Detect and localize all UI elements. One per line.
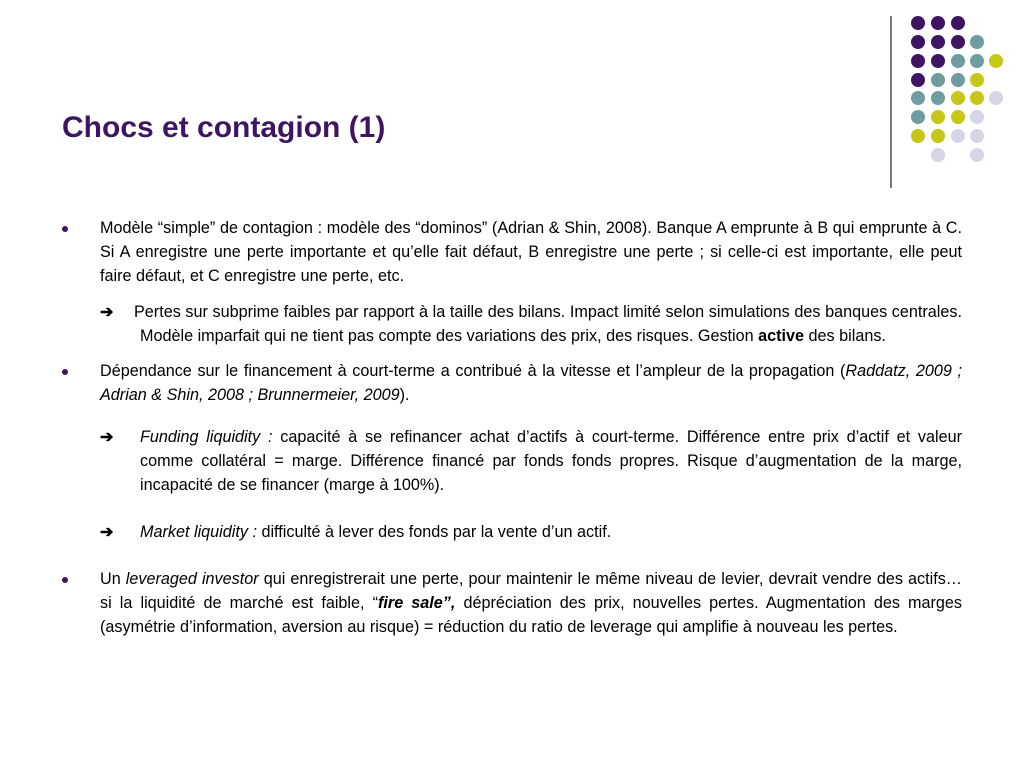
dot-yellow [970, 91, 984, 105]
arrow-item [100, 300, 962, 348]
arrow-item [100, 520, 962, 544]
term-text: Market liquidity : [140, 523, 257, 541]
dot-lavender [970, 148, 984, 162]
bullet-text: Un [100, 570, 126, 588]
dot-teal [970, 54, 984, 68]
bullet-dot [62, 577, 68, 583]
dot-yellow [951, 110, 965, 124]
slide-title: Chocs et contagion (1) [62, 111, 386, 144]
dot-yellow [970, 73, 984, 87]
bullet-text-end: dépréciation des prix, nouvelles pertes. Augmentation des marges (asymétrie d’information, aversion au risque) = réduction du ratio de leverage qui amplifie à nouveau les pertes. [100, 594, 962, 636]
dot-teal [951, 54, 965, 68]
arrow-right-icon: ➔ [100, 303, 114, 321]
dot-yellow [931, 129, 945, 143]
dot-lavender [970, 110, 984, 124]
dot-purple [911, 54, 925, 68]
term-text: Funding liquidity : [140, 428, 273, 446]
dot-lavender [970, 129, 984, 143]
bullet-item [62, 216, 962, 288]
decorative-dot-grid [0, 0, 1024, 200]
arrow-text-end: des bilans. [804, 327, 886, 345]
dot-purple [911, 16, 925, 30]
dot-purple [931, 54, 945, 68]
bullet-item [62, 567, 962, 639]
dot-purple [951, 16, 965, 30]
vertical-divider [890, 16, 892, 188]
arrow-text: difficulté à lever des fonds par la vente d’un actif. [256, 523, 612, 541]
dot-yellow [911, 129, 925, 143]
arrow-right-icon: ➔ [100, 428, 114, 446]
dot-yellow [951, 91, 965, 105]
bold-italic-text: fire sale”, [378, 594, 456, 612]
dot-lavender [989, 91, 1003, 105]
dot-purple [911, 73, 925, 87]
dot-lavender [951, 129, 965, 143]
dot-teal [931, 91, 945, 105]
dot-teal [931, 73, 945, 87]
arrow-right-icon: ➔ [100, 523, 114, 541]
bullet-text: Modèle “simple” de contagion : modèle des “dominos” (Adrian & Shin, 2008). Banque A emprunte à B qui emprunte à C. Si A enregistre une perte importante et qu’elle fait défaut, B enregistre une perte ; si celle-ci est importante, elle peut faire défaut, et C enregistre une perte, etc. [100, 219, 962, 285]
bullet-text: Dépendance sur le financement à court-terme a contribué à la vitesse et l’ampleur de la propagation ( [100, 362, 846, 380]
bullet-text-middle: qui enregistrerait une perte, pour maintenir le même niveau de levier, devrait vendre des actifs… si la liquidité de marché est faible, “ [100, 570, 962, 612]
dot-yellow [931, 110, 945, 124]
arrow-item [100, 425, 962, 497]
dot-yellow [989, 54, 1003, 68]
dot-purple [931, 16, 945, 30]
dot-teal [911, 91, 925, 105]
dot-lavender [931, 148, 945, 162]
bullet-dot [62, 226, 68, 232]
dot-teal [951, 73, 965, 87]
bullet-item [62, 359, 962, 407]
dot-teal [970, 35, 984, 49]
slide-body [62, 216, 962, 639]
bullet-text-end: ). [399, 386, 410, 404]
term-text: leveraged investor [125, 570, 259, 588]
arrow-text: Pertes sur subprime faibles par rapport à la taille des bilans. Impact limité selon simulations des banques centrales. Modèle imparfait qui ne tient pas compte des variations des prix, des risques. Gestion [134, 303, 962, 345]
dot-purple [911, 35, 925, 49]
bullet-dot [62, 369, 68, 375]
bold-text: active [758, 327, 805, 345]
citation-text: Raddatz, 2009 ; Adrian & Shin, 2008 ; Brunnermeier, 2009 [100, 362, 963, 404]
dot-purple [951, 35, 965, 49]
dot-teal [911, 110, 925, 124]
arrow-text: capacité à se refinancer achat d’actifs à court-terme. Différence entre prix d’actif et valeur comme collatéral = marge. Différence financé par fonds fonds propres. Risque d’augmentation de la marge, incapacité de se financer (marge à 100%). [140, 428, 962, 494]
dot-purple [931, 35, 945, 49]
